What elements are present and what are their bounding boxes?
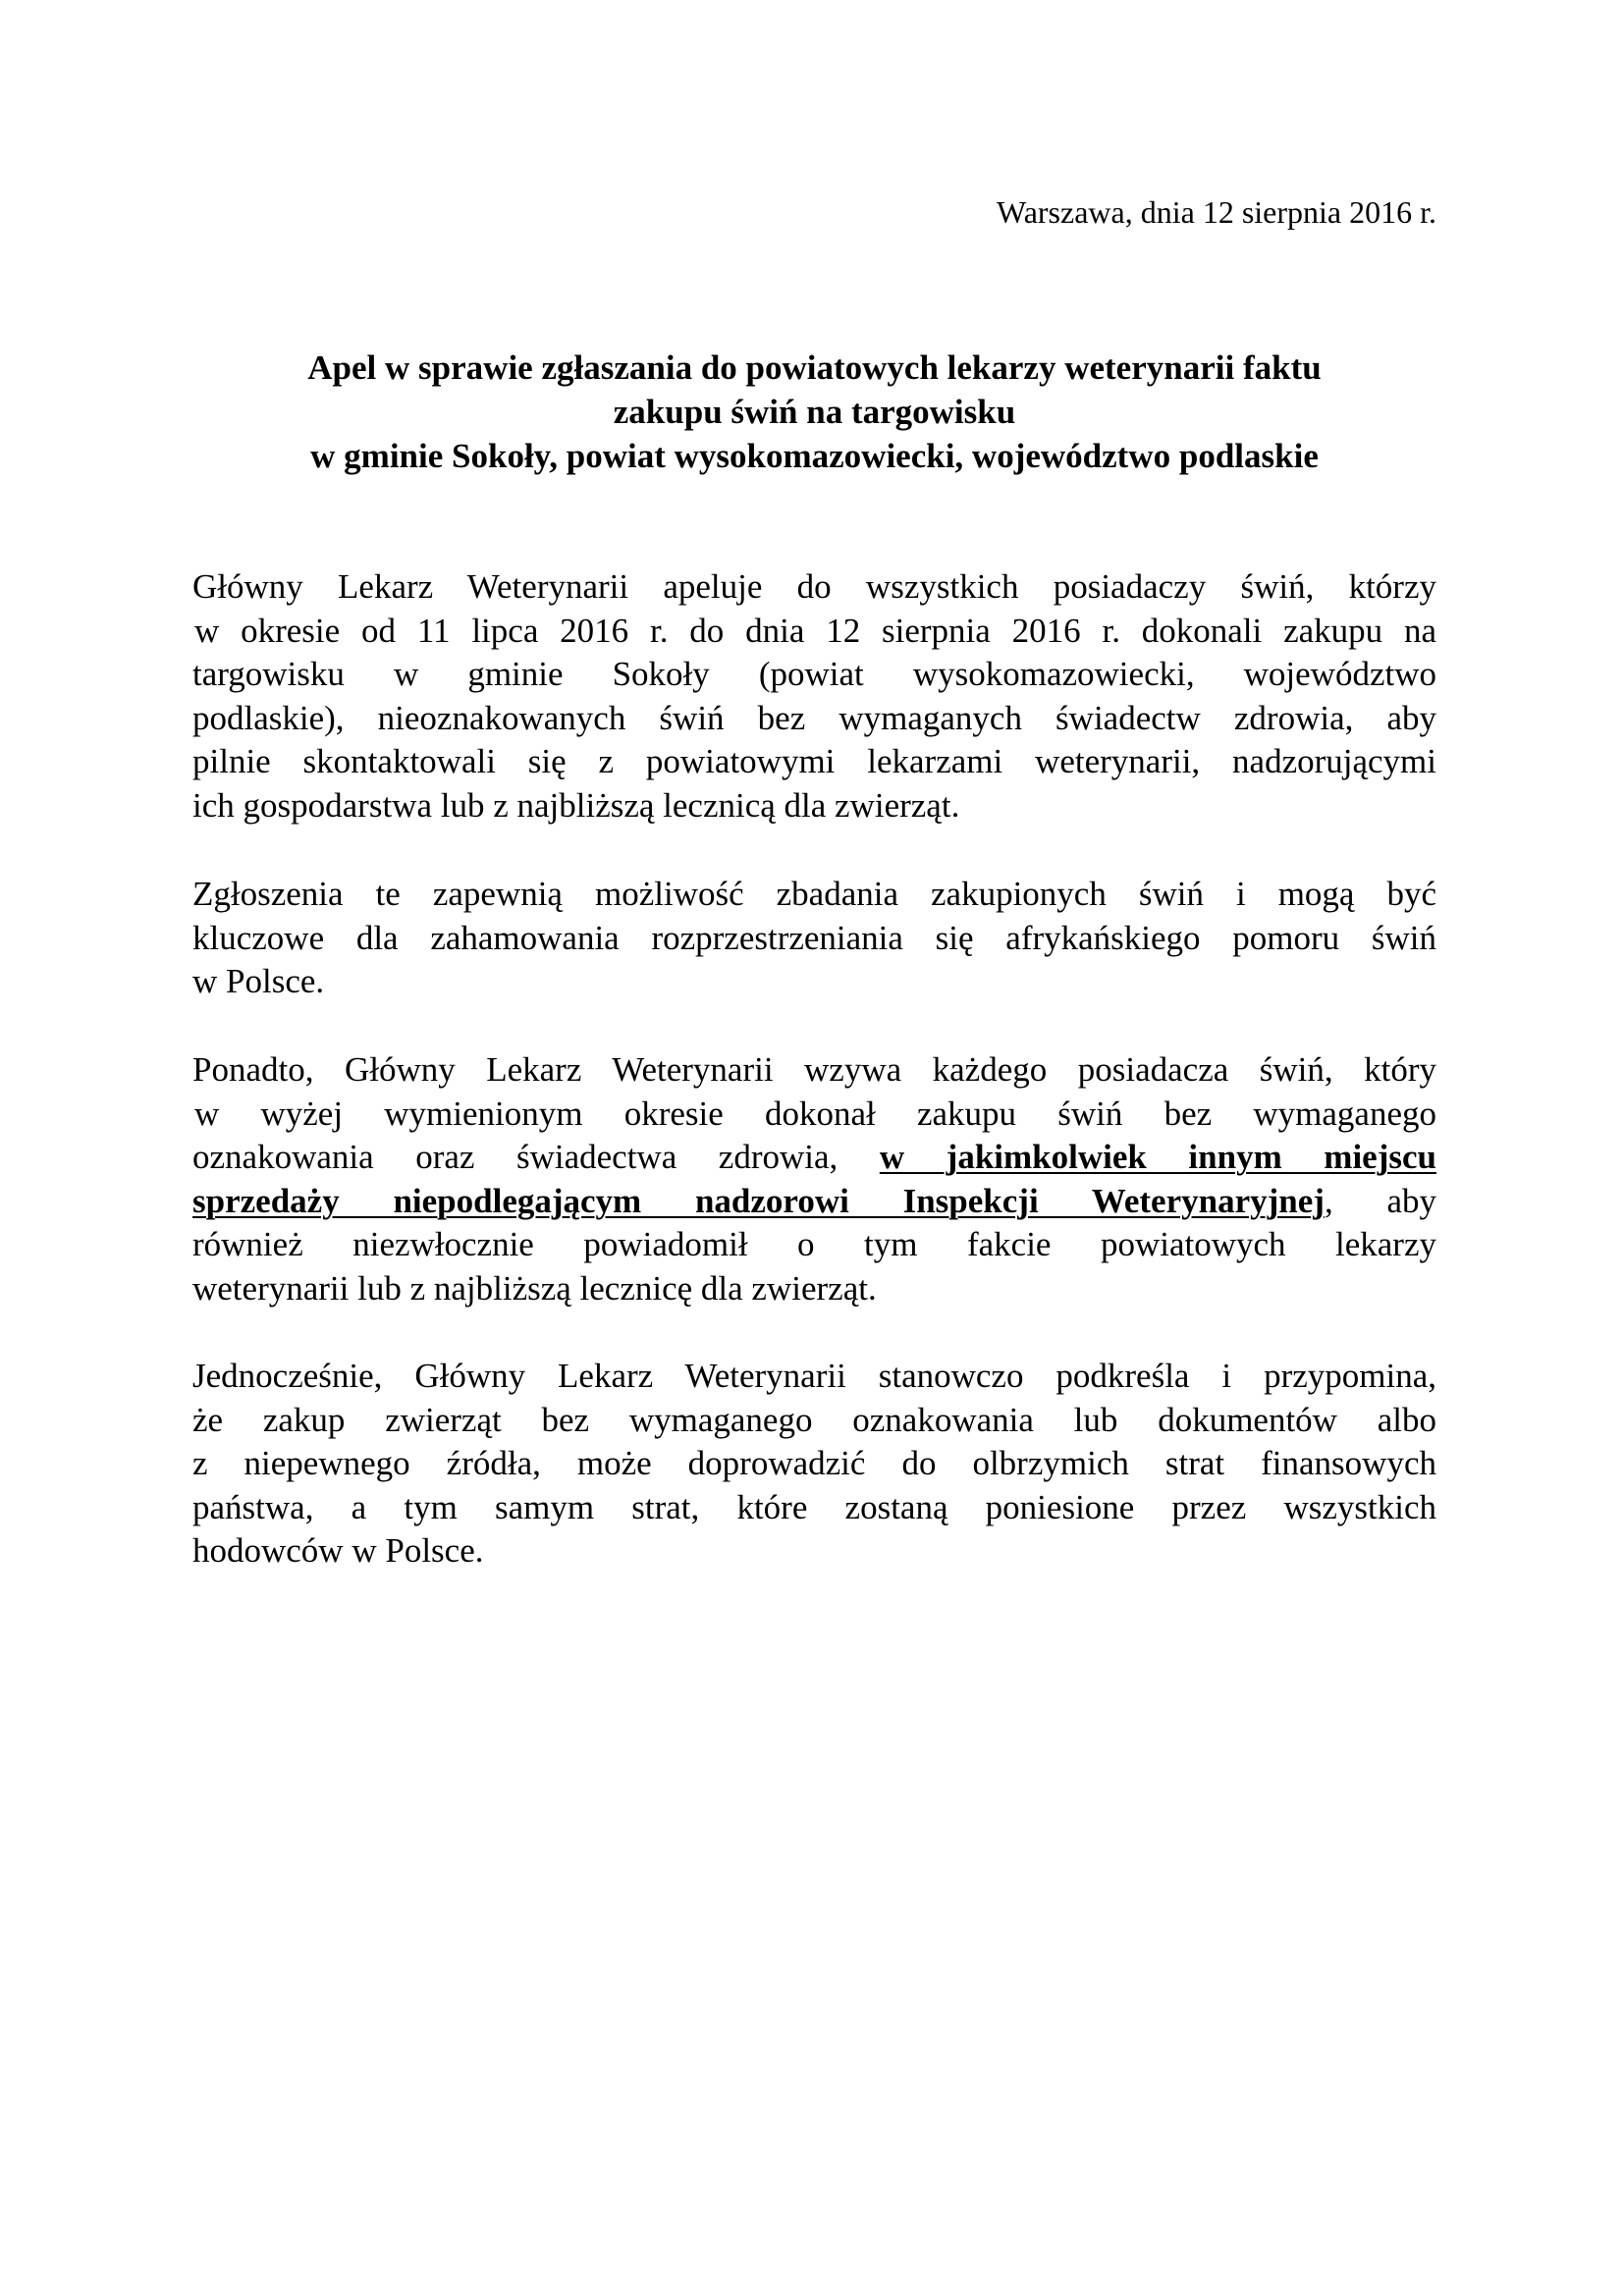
paragraph-line: pilnie skontaktowali się z powiatowymi lekarzami weterynarii, nadzorującymi [192, 742, 1436, 781]
paragraph-line: weterynarii lub z najbliższą lecznicę dla zwierząt. [192, 1268, 877, 1308]
paragraph-line: że zakup zwierząt bez wymaganego oznakowania lub dokumentów albo [192, 1400, 1436, 1439]
line-text: , aby [1324, 1181, 1436, 1220]
title-line: zakupu świń na targowisku [613, 393, 1016, 431]
paragraph-line: Zgłoszenia te zapewnią możliwość zbadania zakupionych świń i mogą być [192, 875, 1436, 913]
paragraph-line [192, 1180, 1436, 1224]
emphasized-text: sprzedaży niepodlegającym nadzorowi Inspekcji Weterynaryjnej [192, 1181, 1325, 1220]
paragraph-line: Jednocześnie, Główny Lekarz Weterynarii stanowczo podkreśla i przypomina, [192, 1357, 1436, 1395]
paragraph-line: Główny Lekarz Weterynarii apeluje do wszystkich posiadaczy świń, którzy [192, 567, 1436, 606]
date-line: Warszawa, dnia 12 sierpnia 2016 r. [997, 194, 1436, 230]
paragraph-line: również niezwłocznie powiadomił o tym fakcie powiatowych lekarzy [192, 1225, 1436, 1264]
paragraph-reports [192, 873, 1436, 1004]
paragraph-line: hodowców w Polsce. [192, 1531, 484, 1571]
paragraph-line: w Polsce. [192, 962, 325, 1001]
paragraph-appeal [192, 565, 1436, 828]
paragraph-reminder [192, 1355, 1436, 1574]
paragraph-line: Ponadto, Główny Lekarz Weterynarii wzywa każdego posiadacza świń, który [192, 1050, 1436, 1089]
paragraph-line: podlaskie), nieoznakowanych świń bez wymaganych świadectw zdrowia, aby [192, 698, 1436, 737]
emphasized-text: w jakimkolwiek innym miejscu [879, 1138, 1436, 1177]
paragraph-line: targowisku w gminie Sokoły (powiat wysokomazowiecki, województwo [192, 655, 1436, 694]
paragraph-line: państwa, a tym samym strat, które zostaną poniesione przez wszystkich [192, 1487, 1436, 1526]
paragraph-line: z niepewnego źródła, może doprowadzić do olbrzymich strat finansowych [192, 1444, 1436, 1483]
paragraph-line: w okresie od 11 lipca 2016 r. do dnia 12 sierpnia 2016 r. dokonali zakupu na [194, 611, 1436, 650]
paragraph-line: w wyżej wymienionym okresie dokonał zakupu świń bez wymaganego [194, 1094, 1436, 1133]
paragraph-line: ich gospodarstwa lub z najbliższą lecznicą dla zwierząt. [192, 785, 960, 825]
line-text: oznakowania oraz świadectwa zdrowia, [192, 1138, 880, 1177]
paragraph-line: kluczowe dla zahamowania rozprzestrzeniania się afrykańskiego pomoru świń [192, 918, 1436, 957]
title-line: w gminie Sokoły, powiat wysokomazowiecki, województwo podlaskie [310, 437, 1319, 475]
document-title [192, 346, 1436, 478]
paragraph-line [192, 1136, 1436, 1180]
paragraph-call [192, 1048, 1436, 1311]
title-line: Apel w sprawie zgłaszania do powiatowych lekarzy weterynarii faktu [307, 348, 1322, 387]
